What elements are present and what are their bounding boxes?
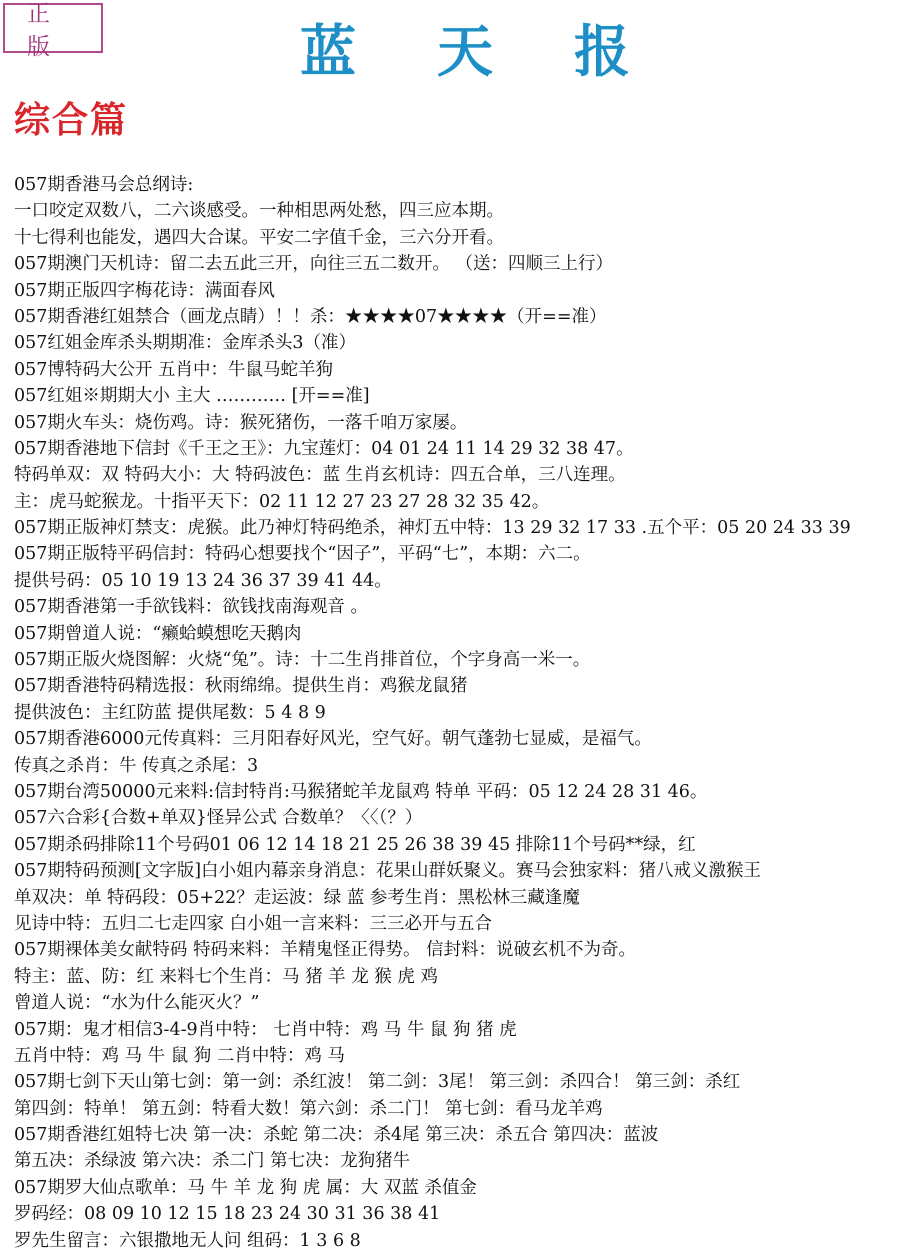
text-line: 曾道人说：“水为什么能灭火？” bbox=[14, 993, 260, 1014]
text-line: 057期台湾50000元来料:信封特肖:马猴猪蛇羊龙鼠鸡 特单 平码：05 12 24 28 31 46。 bbox=[14, 781, 708, 802]
text-line: 057期七剑下天山第七剑：第一剑：杀红波！ 第二剑：3尾！ 第三剑：杀四合！ 第三剑：杀红 bbox=[14, 1072, 741, 1093]
title-char-1: 蓝 bbox=[300, 19, 356, 85]
text-line: 057期香港红姐特七决 第一决：杀蛇 第二决：杀4尾 第三决：杀五合 第四决：蓝波 bbox=[14, 1125, 659, 1146]
text-line: 057期火车头：烧伤鸡。诗：猴死猪伤，一落千咱万家屡。 bbox=[14, 412, 468, 433]
text-line: 057期罗大仙点歌单：马 牛 羊 龙 狗 虎 属：大 双蓝 杀值金 bbox=[14, 1177, 477, 1198]
text-line: 057期正版火烧图解：火烧“兔”。诗：十二生肖排首位，个字身高一米一。 bbox=[14, 650, 591, 671]
text-line: 特主：蓝、防：红 来料七个生肖：马 猪 羊 龙 猴 虎 鸡 bbox=[14, 966, 438, 987]
text-line: 057期正版神灯禁支：虎猴。此乃神灯特码绝杀，神灯五中特：13 29 32 17 33 .五个平：05 20 24 33 39 bbox=[14, 518, 851, 539]
text-line: 057期正版特平码信封：特码心想要找个“因子”，平码“七”，本期：六二。 bbox=[14, 544, 591, 565]
text-line: 第四剑：特单！ 第五剑：特看大数！第六剑：杀二门！ 第七剑：看马龙羊鸡 bbox=[14, 1098, 603, 1119]
text-line: 特码单双：双 特码大小：大 特码波色：蓝 生肖玄机诗：四五合单，三八连理。 bbox=[14, 465, 626, 486]
text-line: 057期特码预测[文字版]白小姐内幕亲身消息：花果山群妖聚义。赛马会独家料：猪八戒义激猴王 bbox=[14, 861, 762, 882]
text-line: 主：虎马蛇猴龙。十指平天下：02 11 12 27 23 27 28 32 35 42。 bbox=[14, 491, 550, 512]
newspaper-title bbox=[300, 12, 630, 84]
text-line: 057期澳门天机诗：留二去五此三开，向往三五二数开。 （送：四顺三上行） bbox=[14, 254, 613, 275]
text-line: 057期香港地下信封《千王之王》：九宝莲灯：04 01 24 11 14 29 32 38 47。 bbox=[14, 438, 634, 459]
edition-badge: 正 版 bbox=[3, 3, 103, 53]
text-line: 057期正版四字梅花诗：满面春风 bbox=[14, 280, 275, 301]
text-line: 057红姐※期期大小 主大 ………… [开==准] bbox=[14, 386, 370, 407]
text-line: 五肖中特：鸡 马 牛 鼠 狗 二肖中特：鸡 马 bbox=[14, 1045, 345, 1066]
text-line: 传真之杀肖：牛 传真之杀尾：3 bbox=[14, 755, 259, 776]
text-line: 057期香港第一手欲钱料：欲钱找南海观音 。 bbox=[14, 597, 368, 618]
text-line: 提供波色：主红防蓝 提供尾数：5 4 8 9 bbox=[14, 702, 326, 723]
text-line: 057期曾道人说：“癞蛤蟆想吃天鹅肉 bbox=[14, 623, 302, 644]
text-line: 一口咬定双数八，二六谈感受。一种相思两处愁，四三应本期。 bbox=[14, 201, 504, 222]
text-line: 057期香港特码精选报：秋雨绵绵。提供生肖：鸡猴龙鼠猪 bbox=[14, 676, 468, 697]
text-line: 057期裸体美女献特码 特码来料：羊精鬼怪正得势。 信封料：说破玄机不为奇。 bbox=[14, 940, 637, 961]
title-char-3: 报 bbox=[574, 19, 630, 85]
text-line: 见诗中特：五归二七走四家 白小姐一言来料：三三必开与五合 bbox=[14, 913, 493, 934]
text-line: 罗码经：08 09 10 12 15 18 23 24 30 31 36 38 41 bbox=[14, 1204, 441, 1225]
text-line: 提供号码：05 10 19 13 24 36 37 39 41 44。 bbox=[14, 570, 392, 591]
text-line: 罗先生留言：六银撒地无人问 组码：1 3 6 8 bbox=[14, 1230, 361, 1251]
text-line: 057期香港红姐禁合（画龙点睛）！！杀：★★★★07★★★★（开==准） bbox=[14, 306, 607, 327]
text-line: 057红姐金库杀头期期准：金库杀头3（准） bbox=[14, 333, 357, 354]
text-line: 057期：鬼才相信3-4-9肖中特： 七肖中特：鸡 马 牛 鼠 狗 猪 虎 bbox=[14, 1019, 517, 1040]
text-line: 057期香港马会总纲诗: bbox=[14, 175, 194, 195]
title-char-2: 天 bbox=[437, 19, 493, 85]
text-line: 第五决：杀绿波 第六决：杀二门 第七决：龙狗猪牛 bbox=[14, 1151, 411, 1172]
text-line: 057六合彩{合数+单双}怪异公式 合数单？〈〈（？） bbox=[14, 808, 423, 829]
text-line: 单双决：单 特码段：05+22？走运波：绿 蓝 参考生肖：黑松林三藏逢魔 bbox=[14, 887, 580, 908]
text-line: 057期杀码排除11个号码01 06 12 14 18 21 25 26 38 39 45 排除11个号码**绿，红 bbox=[14, 834, 696, 855]
text-line: 十七得利也能发，遇四大合谋。平安二字值千金，三六分开看。 bbox=[14, 227, 504, 248]
section-heading: 综合篇 bbox=[14, 99, 129, 141]
article-body bbox=[14, 172, 898, 1254]
text-line: 057博特码大公开 五肖中：牛鼠马蛇羊狗 bbox=[14, 359, 333, 380]
text-line: 057期香港6000元传真料：三月阳春好风光，空气好。朝气蓬勃七显威，是福气。 bbox=[14, 729, 652, 750]
